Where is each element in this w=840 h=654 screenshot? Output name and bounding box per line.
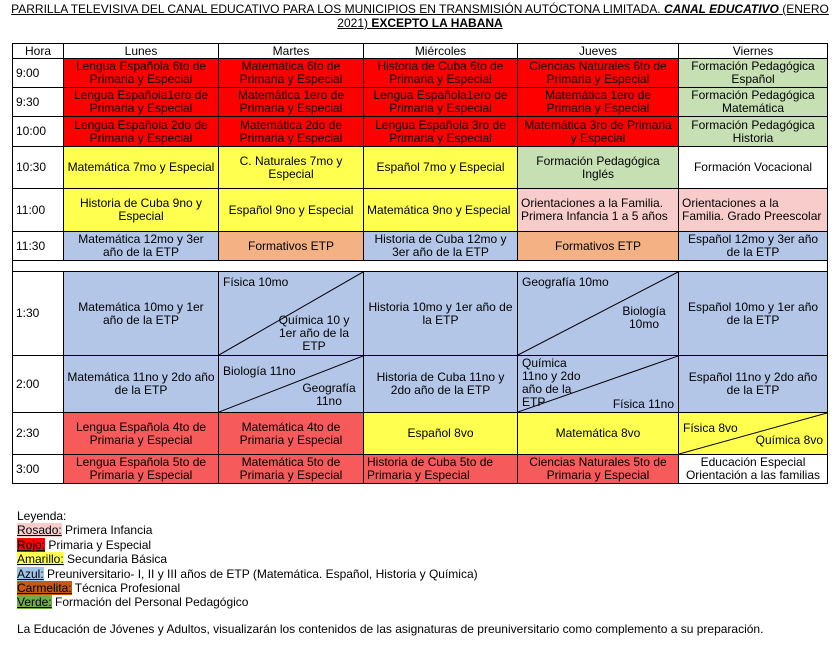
split-top-label: Geografía 10mo	[522, 275, 609, 289]
header-jueves: Jueves	[518, 44, 679, 59]
schedule-cell: Ciencias Naturales 5to de Primaria y Especial	[518, 455, 679, 484]
schedule-cell: Matemática 5to de Primaria y Especial	[219, 455, 364, 484]
schedule-cell: Matemática 11no y 2do año de la ETP	[64, 356, 219, 413]
schedule-cell: Lengua Española 6to de Primaria y Especial	[64, 59, 219, 88]
time-cell: 11:30	[13, 232, 64, 261]
split-cell	[518, 356, 679, 413]
schedule-cell: Historia de Cuba 11no y 2do año de la ETP	[364, 356, 518, 413]
table-row	[13, 455, 828, 484]
schedule-cell: Formación Pedagógica Matemática	[679, 88, 828, 117]
time-cell: 3:00	[13, 455, 64, 484]
split-bottom-label: Biología 10mo	[622, 304, 666, 331]
table-row	[13, 59, 828, 88]
schedule-cell: Lengua Española 5to de Primaria y Especial	[64, 455, 219, 484]
title-part1: PARRILLA TELEVISIVA DEL CANAL EDUCATIVO PARA LOS MUNICIPIOS EN TRANSMISIÓN AUTÓCTONA LIMITADA.	[11, 2, 661, 16]
schedule-cell: Matemática 1ero de Primaria y Especial	[219, 88, 364, 117]
header-martes: Martes	[219, 44, 364, 59]
schedule-cell: Formativos ETP	[518, 232, 679, 261]
header-viernes: Viernes	[679, 44, 828, 59]
split-top-label: Biología 11no	[223, 364, 296, 378]
schedule-cell: Formativos ETP	[219, 232, 364, 261]
schedule-cell: Formación Pedagógica Historia	[679, 117, 828, 147]
table-row	[13, 356, 828, 413]
time-cell: 9:00	[13, 59, 64, 88]
schedule-cell: Matemática 7mo y Especial	[64, 147, 219, 189]
legend-swatch-azul: Azul:	[17, 566, 44, 581]
legend-swatch-carmelita: Carmelita:	[17, 581, 72, 596]
schedule-cell: Lengua Española 3ro de Primaria y Especial	[364, 117, 518, 147]
title-date: (ENERO 2021)	[337, 2, 829, 30]
schedule-cell: Formación Vocacional	[679, 147, 828, 189]
time-cell: 1:30	[13, 272, 64, 356]
table-row	[13, 147, 828, 189]
schedule-cell: Español 10mo y 1er año de la ETP	[679, 272, 828, 356]
split-cell	[679, 413, 828, 455]
schedule-cell: Español 9no y Especial	[219, 189, 364, 232]
break-row	[13, 261, 828, 272]
legend-title: Leyenda:	[17, 509, 67, 523]
time-cell: 2:00	[13, 356, 64, 413]
legend-swatch-amarillo: Amarillo:	[17, 552, 64, 567]
legend-item	[17, 581, 478, 595]
break-separator	[13, 261, 828, 272]
schedule-cell: Ciencias Naturales 6to de Primaria y Especial	[518, 59, 679, 88]
table-row	[13, 189, 828, 232]
legend-text: Primaria y Especial	[45, 537, 152, 552]
header-hora: Hora	[13, 44, 64, 59]
legend-swatch-rosado: Rosado:	[17, 523, 62, 538]
legend-text: Primera Infancia	[61, 523, 153, 538]
schedule-cell: Historia de Cuba 6to de Primaria y Especial	[364, 59, 518, 88]
schedule-cell: Matemática 8vo	[518, 413, 679, 455]
table-row	[13, 413, 828, 455]
legend	[17, 509, 478, 610]
schedule-cell: Lengua Española1ero de Primaria y Especial	[64, 88, 219, 117]
schedule-cell: Español 7mo y Especial	[364, 147, 518, 189]
table-row	[13, 232, 828, 261]
split-bottom-label: Química 10 y 1er año de la ETP	[278, 313, 350, 353]
schedule-cell: Historia de Cuba 5to de Primaria y Especial	[364, 455, 518, 484]
header-lunes: Lunes	[64, 44, 219, 59]
document-title	[0, 2, 840, 30]
schedule-cell: Matemática 12mo y 3er año de la ETP	[64, 232, 219, 261]
split-cell	[219, 272, 364, 356]
header-row	[13, 44, 828, 59]
legend-text: Técnica Profesional	[71, 581, 181, 596]
table-row	[13, 88, 828, 117]
schedule-cell: Lengua Española 2do de Primaria y Especial	[64, 117, 219, 147]
schedule-cell: Lengua Española 4to de Primaria y Especial	[64, 413, 219, 455]
legend-item	[17, 523, 478, 537]
split-top-label: Física 10mo	[223, 275, 289, 289]
schedule-cell: Formación Pedagógica Inglés	[518, 147, 679, 189]
legend-text: Preuniversitario- I, II y III años de ETP (Matemática. Español, Historia y Química)	[43, 566, 478, 581]
schedule-cell: Historia de Cuba 12mo y 3er año de la ETP	[364, 232, 518, 261]
schedule-cell: Lengua Española1ero de Primaria y Especial	[364, 88, 518, 117]
title-channel: CANAL EDUCATIVO	[663, 2, 779, 16]
table-row	[13, 117, 828, 147]
split-top-label: Física 8vo	[683, 421, 738, 435]
legend-swatch-verde: Verde:	[17, 595, 52, 610]
schedule-cell: Español 11no y 2do año de la ETP	[679, 356, 828, 413]
time-cell: 11:00	[13, 189, 64, 232]
time-cell: 2:30	[13, 413, 64, 455]
schedule-cell: Formación Pedagógica Español	[679, 59, 828, 88]
schedule-cell: C. Naturales 7mo y Especial	[219, 147, 364, 189]
legend-item	[17, 567, 478, 581]
schedule-cell: Matemática 9no y Especial	[364, 189, 518, 232]
schedule-cell: Matemática 4to de Primaria y Especial	[219, 413, 364, 455]
legend-swatch-rojo: Rojo:	[17, 537, 46, 552]
schedule-table	[12, 43, 828, 484]
schedule-cell: Matemática 6to de Primaria y Especial	[219, 59, 364, 88]
legend-item	[17, 538, 478, 552]
schedule-cell: Orientaciones a la Familia. Primera Infancia 1 a 5 años	[518, 189, 679, 232]
split-bottom-label: Geografía 11no	[302, 381, 356, 408]
schedule-cell: Matemática 10mo y 1er año de la ETP	[64, 272, 219, 356]
title-exception: EXCEPTO LA HABANA	[371, 16, 503, 30]
time-cell: 9:30	[13, 88, 64, 117]
time-cell: 10:00	[13, 117, 64, 147]
header-miercoles: Miércoles	[364, 44, 518, 59]
schedule-cell: Español 12mo y 3er año de la ETP	[679, 232, 828, 261]
split-top-label: Química 11no y 2do año de la ETP	[522, 356, 581, 409]
schedule-cell: Historia 10mo y 1er año de la ETP	[364, 272, 518, 356]
time-cell: 10:30	[13, 147, 64, 189]
schedule-cell: Matemática 3ro de Primaria y Especial	[518, 117, 679, 147]
legend-item	[17, 595, 478, 609]
legend-item	[17, 552, 478, 566]
footer-note: La Educación de Jóvenes y Adultos, visualizarán los contenidos de las asignaturas de preuniversitario como complemento a su preparación.	[17, 622, 764, 636]
legend-text: Secundaria Básica	[63, 552, 168, 567]
split-cell	[518, 272, 679, 356]
table-row	[13, 272, 828, 356]
split-cell	[219, 356, 364, 413]
split-bottom-label: Física 11no	[612, 397, 674, 411]
schedule-cell: Educación Especial Orientación a las familias	[679, 455, 828, 484]
schedule-cell: Historia de Cuba 9no y Especial	[64, 189, 219, 232]
schedule-cell: Orientaciones a la Familia. Grado Preescolar	[679, 189, 828, 232]
schedule-cell: Español 8vo	[364, 413, 518, 455]
schedule-cell: Matemática 1ero de Primaria y Especial	[518, 88, 679, 117]
split-bottom-label: Química 8vo	[755, 433, 823, 447]
legend-text: Formación del Personal Pedagógico	[51, 595, 249, 610]
schedule-cell: Matemática 2do de Primaria y Especial	[219, 117, 364, 147]
